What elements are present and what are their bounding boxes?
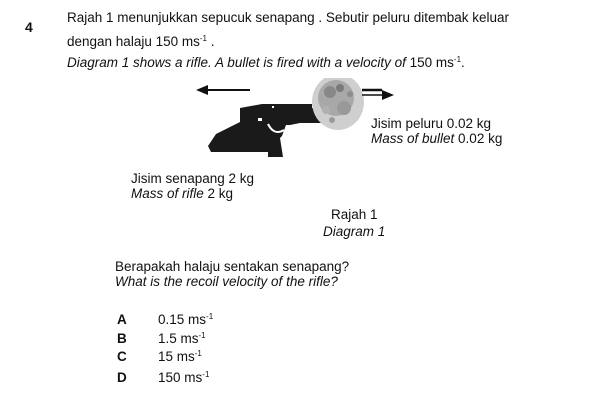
option-value [158, 370, 209, 386]
option-letter: C [117, 349, 127, 364]
question-text-malay: Rajah 1 menunjukkan sepucuk senapang . Sebutir peluru ditembak keluar [67, 10, 510, 25]
option-exponent: -1 [206, 312, 214, 321]
question-text-malay-velocity [67, 34, 215, 50]
rifle-mass-english-label: Mass of rifle [131, 186, 204, 201]
prompt-english: What is the recoil velocity of the rifle? [115, 274, 338, 289]
bullet-arrow [362, 90, 394, 100]
bullet-mass-malay [371, 116, 491, 132]
option-value [158, 312, 213, 328]
option-exponent: -1 [198, 331, 206, 340]
option-value [158, 331, 206, 347]
option-value [158, 349, 202, 365]
english-text: Diagram 1 shows a rifle. A bullet is fired with a velocity of [67, 55, 406, 70]
prompt-malay: Berapakah halaju sentakan senapang? [115, 259, 350, 274]
option-letter: D [117, 370, 127, 385]
option-exponent: -1 [202, 370, 210, 379]
bullet-mass-malay-label: Jisim peluru [371, 116, 444, 131]
bullet-mass-english [371, 131, 502, 147]
figure-caption-malay: Rajah 1 [331, 207, 378, 222]
option-letter: A [117, 312, 127, 327]
option-value-text: 0.15 ms [158, 312, 207, 327]
pistol-silhouette [208, 104, 328, 157]
question-text-english [67, 55, 465, 71]
bullet-mass-english-value: 0.02 kg [454, 131, 503, 146]
english-velocity-exponent: -1 [453, 55, 462, 64]
option-value-text: 15 ms [158, 349, 195, 364]
line-end: . [206, 34, 215, 49]
question-number: 4 [25, 19, 33, 35]
velocity-exponent: -1 [199, 34, 207, 43]
option-value-text: 1.5 ms [158, 331, 199, 346]
english-velocity: 150 ms [405, 55, 454, 70]
rifle-mass-english-value: 2 kg [203, 186, 234, 201]
velocity-text: dengan halaju 150 ms [67, 34, 200, 49]
english-line-end: . [461, 55, 465, 70]
option-letter: B [117, 331, 127, 346]
rifle-mass-english [131, 186, 233, 202]
rifle-mass-malay: Jisim senapang 2 kg [131, 171, 255, 186]
bullet-mass-english-label: Mass of bullet [371, 131, 455, 146]
bullet-mass-malay-value: 0.02 kg [443, 116, 492, 131]
recoil-arrow [196, 85, 250, 95]
option-value-text: 150 ms [158, 370, 203, 385]
option-exponent: -1 [194, 349, 202, 358]
figure-caption-english: Diagram 1 [323, 224, 386, 239]
